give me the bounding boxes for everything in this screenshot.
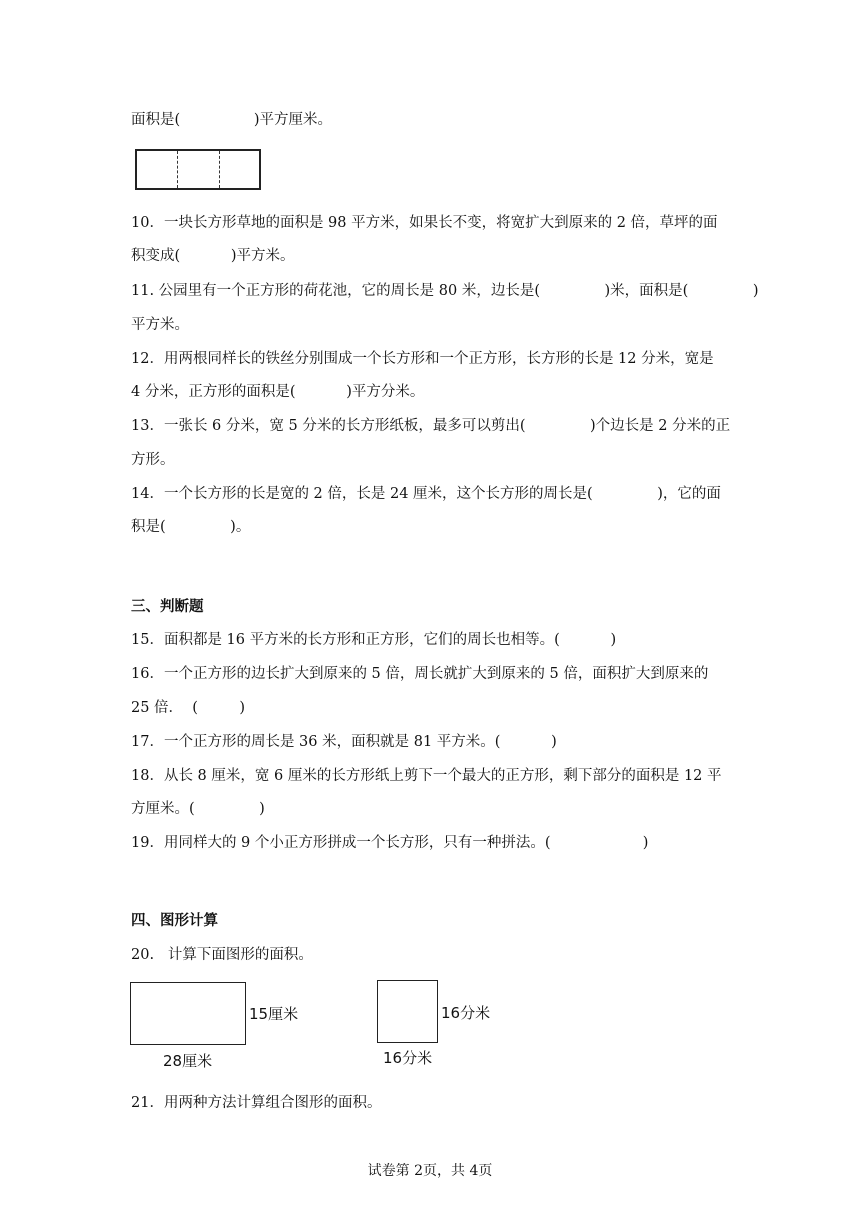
section-heading-figure-calc: 四、图形计算 (131, 913, 218, 929)
q14-line2: 积是( )。 (131, 519, 251, 535)
q16-line1: 16．一个正方形的边长扩大到原来的 5 倍，周长就扩大到原来的 5 倍，面积扩大到原来的 (131, 666, 709, 682)
q15-line: 15．面积都是 16 平方米的长方形和正方形，它们的周长也相等。( ) (131, 632, 617, 648)
q18-line1: 18．从长 8 厘米，宽 6 厘米的长方形纸上剪下一个最大的正方形，剩下部分的面积是 12 平 (131, 768, 722, 784)
fold-line (219, 151, 220, 188)
three-square-strip-figure (135, 149, 261, 190)
rectangle-length-label: 28厘米 (163, 1052, 213, 1070)
rectangle-width-label: 15厘米 (249, 1005, 299, 1023)
q9-continuation: 面积是( )平方厘米。 (131, 112, 333, 128)
q20-line: 20. 计算下面图形的面积。 (131, 947, 313, 963)
q19-line: 19．用同样大的 9 个小正方形拼成一个长方形，只有一种拼法。( ) (131, 835, 649, 851)
square-side-label: 16分米 (441, 1004, 491, 1022)
q13-line2: 方形。 (131, 452, 175, 468)
q16-line2: 25 倍． ( ) (131, 700, 246, 716)
q17-line: 17．一个正方形的周长是 36 米，面积就是 81 平方米。( ) (131, 734, 557, 750)
q11-line2: 平方米。 (131, 317, 189, 333)
page-footer: 试卷第 2页，共 4页 (367, 1163, 493, 1179)
q21-line: 21．用两种方法计算组合图形的面积。 (131, 1095, 382, 1111)
square-figure (377, 980, 438, 1043)
q11-line1: 11. 公园里有一个正方形的荷花池，它的周长是 80 米，边长是( )米，面积是( ) (131, 283, 759, 299)
q12-line2: 4 分米，正方形的面积是( )平方分米。 (131, 384, 425, 400)
q10-line2: 积变成( )平方米。 (131, 248, 295, 264)
q12-line1: 12．用两根同样长的铁丝分别围成一个长方形和一个正方形，长方形的长是 12 分米，宽是 (131, 351, 714, 367)
q13-line1: 13．一张长 6 分米，宽 5 分米的长方形纸板，最多可以剪出( )个边长是 2 分米的正 (131, 418, 731, 434)
rectangle-figure (130, 982, 246, 1045)
q18-line2: 方厘米。( ) (131, 801, 265, 817)
square-bottom-label: 16分米 (383, 1049, 433, 1067)
fold-line (177, 151, 178, 188)
section-heading-judgement: 三、判断题 (131, 599, 204, 615)
q14-line1: 14．一个长方形的长是宽的 2 倍，长是 24 厘米，这个长方形的周长是( )，它的面 (131, 486, 721, 502)
q10-line1: 10．一块长方形草地的面积是 98 平方米，如果长不变，将宽扩大到原来的 2 倍，草坪的面 (131, 215, 718, 231)
